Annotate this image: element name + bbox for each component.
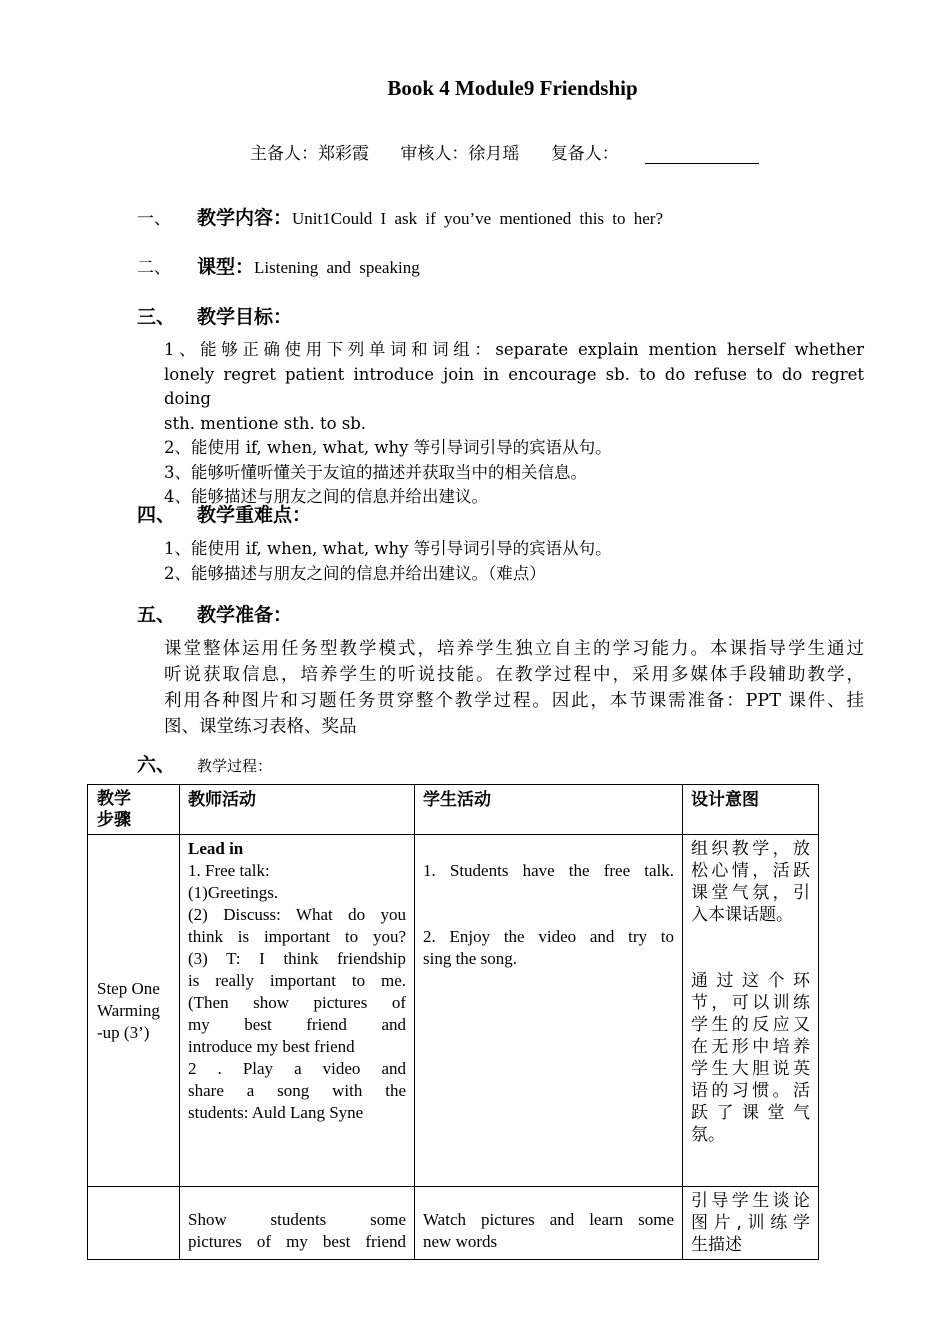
purpose-line: 在无形中培养 (691, 1037, 810, 1057)
teacher-line: (3) T: I think friendship (188, 949, 406, 968)
section-number: 六、 (137, 754, 176, 776)
header-purpose: 设计意图 (683, 785, 819, 835)
teacher-line: introduce my best friend (188, 1037, 355, 1056)
table-row (88, 1187, 819, 1260)
section-number: 二、 (137, 258, 171, 278)
table-row (88, 835, 819, 1187)
preparation-line: 课堂整体运用任务型教学模式，培养学生独立自主的学习能力。本课指导学生通过 (164, 639, 864, 659)
key-point-line: 1、能使用 if, when, what, why 等引导词引导的宾语从句。 (164, 539, 612, 558)
teacher-line: Show students some (188, 1210, 406, 1229)
teacher-line: (1)Greetings. (188, 883, 279, 902)
student-activity-cell (415, 1187, 683, 1260)
student-line: 2. Enjoy the video and try to (423, 927, 674, 946)
key-points-list (164, 537, 864, 586)
purpose-line: 松心情，活跃 (691, 861, 810, 881)
key-point-line: 2、能够描述与朋友之间的信息并给出建议。（难点） (164, 563, 546, 583)
purpose-cell (683, 1187, 819, 1260)
student-line: sing the song. (423, 949, 517, 968)
objective-line: sth. mentione sth. to sb. (164, 413, 367, 433)
section-heading: 教学重难点： (197, 504, 312, 526)
purpose-line: 学生大胆说英 (691, 1059, 810, 1079)
co-preparer-blank (645, 145, 759, 164)
objective-line: 3、能够听懂听懂关于友谊的描述并获取当中的相关信息。 (164, 462, 587, 482)
teacher-line: 2 . Play a video and (188, 1059, 406, 1078)
step-cell (88, 1187, 180, 1260)
teacher-activity-cell (180, 835, 415, 1187)
teacher-activity-title: Lead in (188, 839, 244, 858)
lead-preparer: 主备人：郑彩霞 (250, 144, 369, 164)
purpose-line: 图 片 , 训 练 学 (691, 1213, 810, 1233)
step-cell (88, 835, 180, 1187)
teacher-line: is really important to me. (188, 971, 406, 990)
document-title: Book 4 Module9 Friendship (387, 76, 638, 100)
header-student: 学生活动 (415, 785, 683, 835)
purpose-line: 语的习惯。活 (691, 1081, 810, 1101)
co-preparer (551, 144, 785, 164)
section-key-points (137, 500, 311, 527)
teacher-activity-cell (180, 1187, 415, 1260)
step-line: Step One (97, 978, 160, 998)
section-process (137, 750, 272, 777)
teacher-line: (2) Discuss: What do you (188, 905, 406, 924)
purpose-line: 入本课话题。 (691, 905, 793, 925)
section-objectives (137, 302, 292, 329)
objective-line: 2、能使用 if, when, what, why 等引导词引导的宾语从句。 (164, 438, 612, 457)
purpose-line: 跃 了 课 堂 气 (691, 1103, 810, 1123)
section-type (137, 252, 420, 279)
teacher-line: 1. Free talk: (188, 861, 270, 880)
teaching-process-table (87, 784, 819, 1260)
teacher-line: share a song with the (188, 1081, 406, 1100)
section-heading: 教学目标： (197, 306, 293, 328)
section-heading: 教学过程： (197, 757, 273, 775)
teacher-line: my best friend and (188, 1015, 406, 1034)
teacher-line: pictures of my best friend (188, 1232, 406, 1251)
section-preparation (137, 600, 292, 627)
teacher-line: (Then show pictures of (188, 993, 406, 1012)
section-text: Unit1Could I ask if you’ve mentioned this to her? (292, 209, 664, 228)
step-line: Warming (97, 1000, 160, 1020)
table-header-row (88, 785, 819, 835)
preparation-line: 图、课堂练习表格、奖品 (164, 717, 357, 737)
section-number: 一、 (137, 209, 171, 229)
purpose-line: 学生的反应又 (691, 1015, 810, 1035)
section-heading: 教学内容： (197, 207, 293, 229)
preparation-paragraph (164, 636, 864, 740)
step-line: -up (3’) (97, 1022, 150, 1042)
objective-line: 1、能够正确使用下列单词和词组：separate explain mention herself whether (164, 340, 864, 359)
header-step-line: 教学 (97, 789, 131, 808)
teacher-line: think is important to you? (188, 927, 406, 946)
purpose-line: 通 过 这 个 环 (691, 971, 810, 991)
preparer-line (250, 139, 785, 164)
preparation-line: 听说获取信息，培养学生的听说技能。在教学过程中，采用多媒体手段辅助教学， (164, 665, 864, 685)
header-teacher: 教师活动 (180, 785, 415, 835)
purpose-line: 引导学生谈论 (691, 1191, 810, 1211)
section-number: 四、 (137, 504, 176, 526)
student-line: new words (423, 1232, 498, 1251)
student-line: Watch pictures and learn some (423, 1210, 674, 1229)
header-step (88, 785, 180, 835)
purpose-line: 节，可以训练 (691, 993, 810, 1013)
teacher-line: students: Auld Lang Syne (188, 1103, 364, 1122)
section-text: Listening and speaking (254, 258, 420, 277)
student-line: 1. Students have the free talk. (423, 861, 674, 880)
header-step-line: 步骤 (97, 810, 131, 829)
purpose-line: 课堂气氛，引 (691, 883, 810, 903)
section-heading: 课型： (197, 256, 255, 278)
section-number: 五、 (137, 604, 176, 626)
objectives-list (164, 338, 864, 510)
section-heading: 教学准备： (197, 604, 293, 626)
preparation-line: 利用各种图片和习题任务贯穿整个教学过程。因此，本节课需准备：PPT 课件、挂 (164, 691, 864, 711)
purpose-line: 生描述 (691, 1235, 742, 1255)
co-preparer-label: 复备人： (550, 144, 619, 164)
objective-line: 4、能够描述与朋友之间的信息并给出建议。 (164, 487, 488, 506)
student-activity-cell (415, 835, 683, 1187)
section-number: 三、 (137, 306, 176, 328)
objective-line: lonely regret patient introduce join in encourage sb. to do refuse to do regret doing (164, 364, 864, 408)
purpose-line: 组织教学，放 (691, 839, 810, 859)
section-content (137, 203, 663, 230)
purpose-cell (683, 835, 819, 1187)
reviewer: 审核人：徐月瑶 (400, 144, 520, 164)
purpose-line: 氛。 (691, 1125, 725, 1145)
